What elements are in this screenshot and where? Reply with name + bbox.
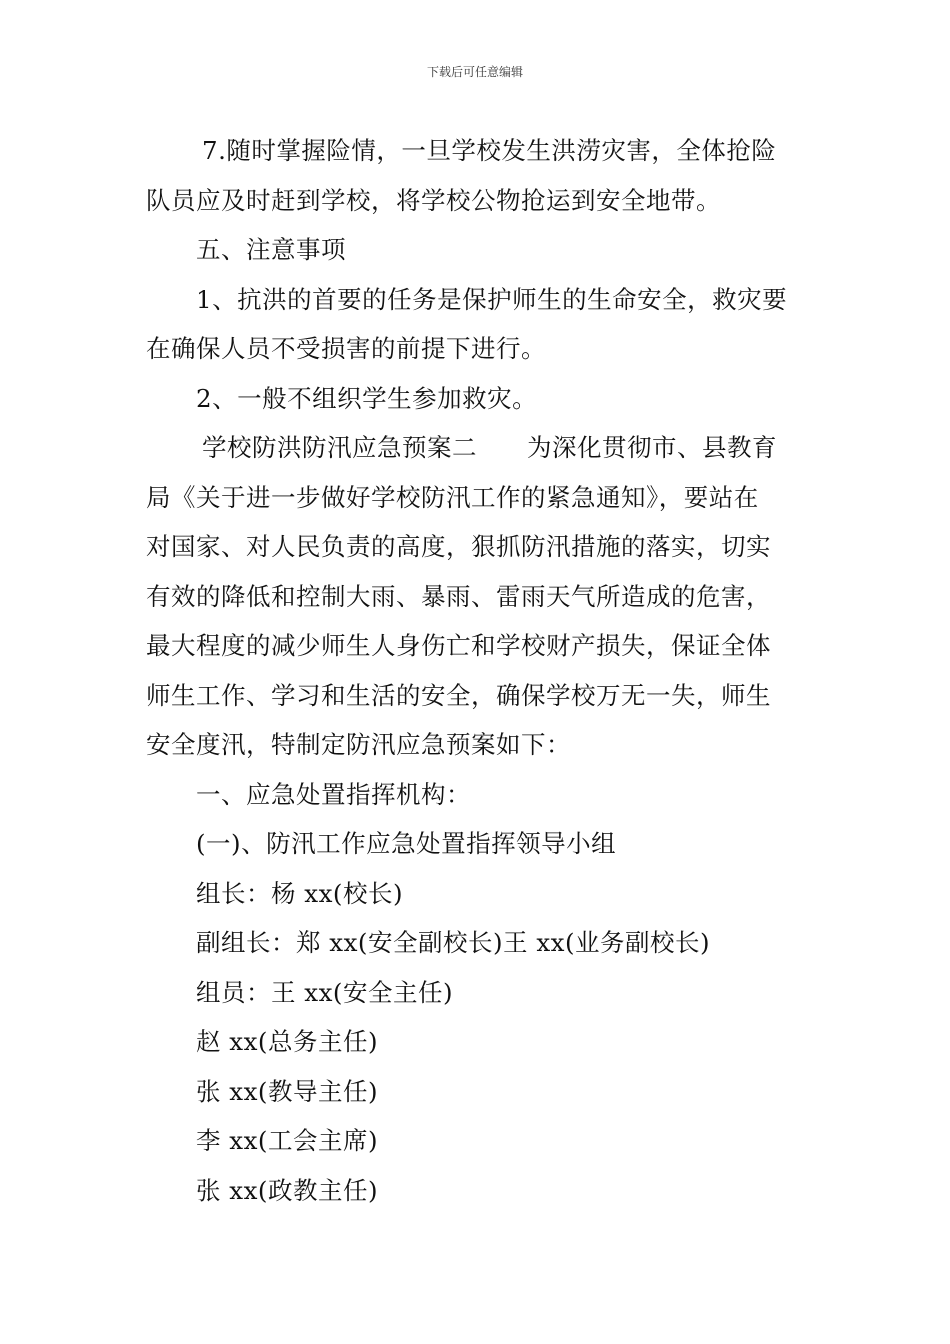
plan-title: 学校防洪防汛应急预案二	[202, 433, 477, 462]
section-heading: 五、注意事项	[196, 235, 346, 264]
member-line: 组长：杨 xx(校长)	[196, 878, 404, 908]
paragraph-line: 7.随时掌握险情，一旦学校发生洪涝灾害，全体抢险	[202, 136, 777, 165]
member-line: 李 xx(工会主席)	[196, 1126, 379, 1155]
paragraph-line: 局《关于进一步做好学校防汛工作的紧急通知》，要站在	[146, 482, 759, 512]
paragraph-line: 有效的降低和控制大雨、暴雨、雷雨天气所造成的危害，	[146, 581, 771, 611]
paragraph-line: 师生工作、学习和生活的安全，确保学校万无一失，师生	[146, 680, 771, 710]
member-line: 组员：王 xx(安全主任)	[196, 977, 454, 1007]
paragraph-line: 2、一般不组织学生参加救灾。	[196, 383, 538, 413]
page-header: 下载后可任意编辑	[426, 65, 523, 79]
member-line: 张 xx(教导主任)	[196, 1076, 379, 1106]
paragraph-line: 在确保人员不受损害的前提下进行。	[146, 334, 546, 363]
paragraph-line: 最大程度的减少师生人身伤亡和学校财产损失，保证全体	[146, 631, 771, 660]
paragraph-line: 安全度汛，特制定防汛应急预案如下：	[146, 730, 571, 759]
member-line: 张 xx(政教主任)	[196, 1175, 379, 1205]
paragraph-line	[146, 423, 816, 473]
paragraph-line: 对国家、对人民负责的高度，狠抓防汛措施的落实，切实	[146, 532, 771, 561]
paragraph-line: 队员应及时赶到学校，将学校公物抢运到安全地带。	[146, 185, 721, 215]
section-heading: 一、应急处置指挥机构：	[196, 779, 471, 809]
document-body	[146, 126, 816, 1215]
paragraph-line: 1、抗洪的首要的任务是保护师生的生命安全，救灾要	[196, 284, 788, 314]
paragraph-text: 为深化贯彻市、县教育	[527, 433, 777, 462]
subsection-heading: (一)、防汛工作应急处置指挥领导小组	[196, 829, 617, 858]
member-line: 副组长：郑 xx(安全副校长)王 xx(业务副校长)	[196, 928, 711, 957]
member-line: 赵 xx(总务主任)	[196, 1027, 379, 1056]
